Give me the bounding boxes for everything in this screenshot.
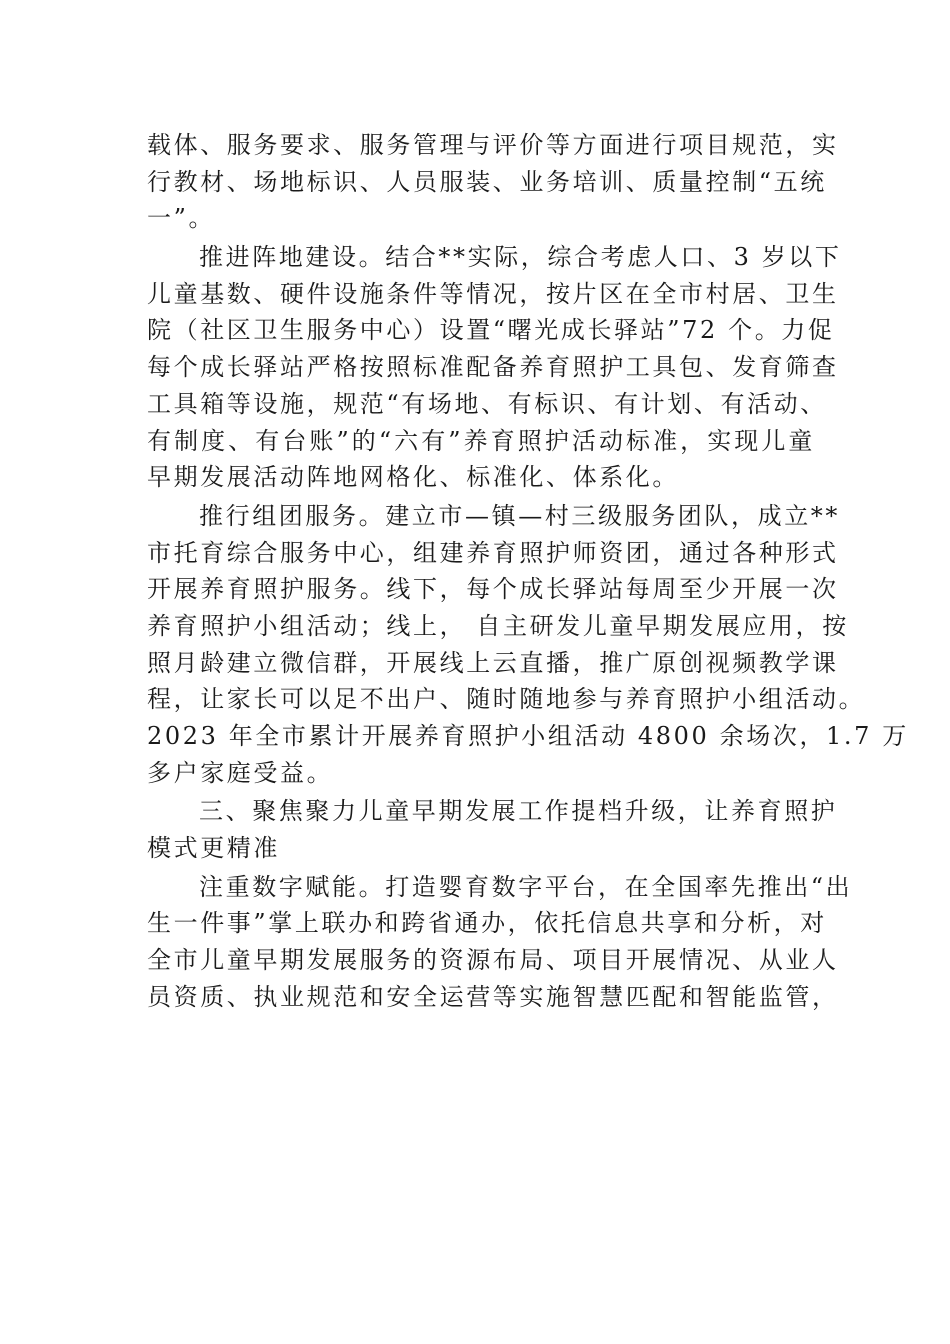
body-text: [147, 127, 909, 1016]
text-line: 照月龄建立微信群，开展线上云直播，推广原创视频教学课: [147, 648, 839, 677]
text-line: 儿童基数、硬件设施条件等情况，按片区在全市村居、卫生: [147, 279, 839, 308]
text-line: 生一件事”掌上联办和跨省通办，依托信息共享和分析，对: [147, 909, 827, 938]
text-line: 一”。: [147, 204, 216, 233]
heading-line: 三、聚焦聚力儿童早期发展工作提档升级，让养育照护: [199, 797, 838, 826]
paragraph-5: [147, 869, 853, 1016]
text-line: 员资质、执业规范和安全运营等实施智慧匹配和智能监管，: [147, 982, 839, 1011]
text-line: 多户家庭受益。: [147, 758, 334, 787]
text-line: 养育照护小组活动；线上， 自主研发儿童早期发展应用，按: [147, 611, 849, 640]
paragraph-2: [147, 239, 842, 496]
text-line: 开展养育照护服务。线下，每个成长驿站每周至少开展一次: [147, 575, 839, 604]
text-line: 早期发展活动阵地网格化、标准化、体系化。: [147, 463, 679, 492]
text-line: 行教材、场地标识、人员服装、业务培训、质量控制“五统: [147, 167, 827, 196]
text-line: 推进阵地建设。结合**实际，综合考虑人口、3 岁以下: [199, 243, 842, 272]
text-line: 程，让家长可以足不出户、随时随地参与养育照护小组活动。: [147, 685, 866, 714]
paragraph-3: [147, 498, 909, 792]
text-line: 注重数字赋能。打造婴育数字平台，在全国率先推出“出: [199, 872, 853, 901]
text-line: 每个成长驿站严格按照标准配备养育照护工具包、发育筛查: [147, 353, 839, 382]
text-line: 载体、服务要求、服务管理与评价等方面进行项目规范，实: [147, 131, 839, 159]
text-line: 2023 年全市累计开展养育照护小组活动 4800 余场次，1.7 万: [147, 722, 909, 750]
text-line: 院（社区卫生服务中心）设置“曙光成长驿站”72 个。力促: [147, 316, 835, 345]
section-heading: [147, 793, 838, 866]
text-line: 推行组团服务。建立市—镇—村三级服务团队，成立**: [199, 501, 840, 530]
text-line: 市托育综合服务中心，组建养育照护师资团，通过各种形式: [147, 538, 839, 567]
text-line: 有制度、有台账”的“六有”养育照护活动标准，实现儿童: [147, 426, 815, 455]
text-line: 全市儿童早期发展服务的资源布局、项目开展情况、从业人: [147, 946, 839, 975]
text-line: 工具箱等设施，规范“有场地、有标识、有计划、有活动、: [147, 389, 827, 418]
heading-line: 模式更精准: [147, 834, 280, 863]
paragraph-1: [147, 127, 839, 237]
